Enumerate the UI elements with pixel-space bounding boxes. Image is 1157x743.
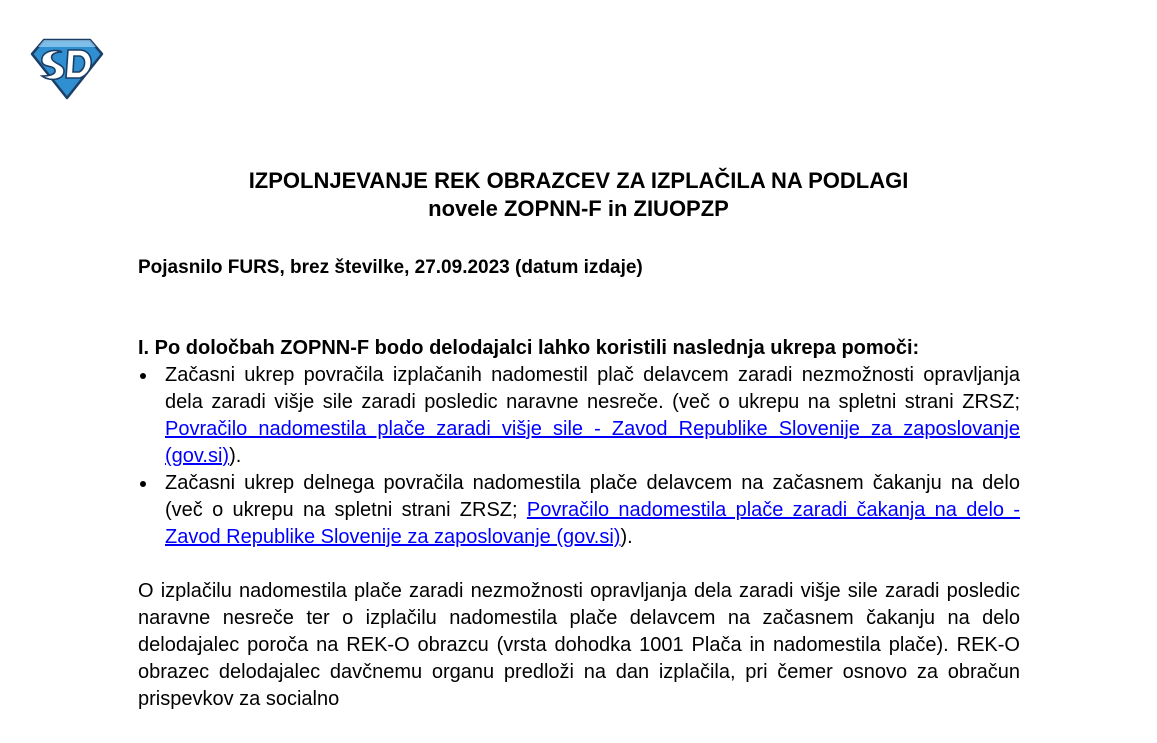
title-line-2: novele ZOPNN-F in ZIUOPZP <box>428 196 729 221</box>
list-item-text: Začasni ukrep delnega povračila nadomestila plače delavcem na začasnem čakanju na delo (več o ukrepu na spletni strani ZRSZ; <box>165 472 1020 521</box>
section-heading: I. Po določbah ZOPNN-F bodo delodajalci lahko koristili naslednja ukrepa pomoči: <box>138 337 920 359</box>
paragraph-spacer <box>138 551 1020 578</box>
title-line-1: IZPOLNJEVANJE REK OBRAZCEV ZA IZPLAČILA NA PODLAGI <box>248 168 909 193</box>
list-item-text: Začasni ukrep povračila izplačanih nadomestil plač delavcem zaradi nezmožnosti opravljanja dela zaradi višje sile zaradi posledic naravne nesreče. (več o ukrepu na spletni strani ZRSZ; <box>165 364 1020 413</box>
bullet-icon <box>140 481 146 487</box>
list-item <box>138 470 1020 551</box>
measures-list <box>138 362 1020 551</box>
list-item-text-end: ). <box>620 526 633 548</box>
bullet-icon <box>140 373 146 379</box>
document-title <box>0 167 1157 223</box>
document-body <box>138 335 1020 713</box>
zrsz-waiting-work-link[interactable]: Povračilo nadomestila plače zaradi čakanja na delo - Zavod Republike Slovenije za zaposlovanje (gov.si) <box>165 499 1020 548</box>
list-item <box>138 362 1020 470</box>
list-item-text-end: ). <box>229 445 242 467</box>
zrsz-force-majeure-link[interactable]: Povračilo nadomestila plače zaradi višje sile - Zavod Republike Slovenije za zaposlovanje (gov.si) <box>165 418 1020 467</box>
body-paragraph: O izplačilu nadomestila plače zaradi nezmožnosti opravljanja dela zaradi višje sile zaradi posledic naravne nesreče ter o izplačilu nadomestila plače delavcem na začasnem čakanju na delo delodajalec poroča na REK-O obrazcu (vrsta dohodka 1001 Plača in nadomestila plače). REK-O obrazec delodajalec davčnemu organu predloži na dan izplačila, pri čemer osnovo za obračun prispevkov za socialno <box>138 580 1020 710</box>
sd-shield-logo-icon <box>30 38 104 100</box>
document-subtitle: Pojasnilo FURS, brez številke, 27.09.2023 (datum izdaje) <box>138 257 643 278</box>
